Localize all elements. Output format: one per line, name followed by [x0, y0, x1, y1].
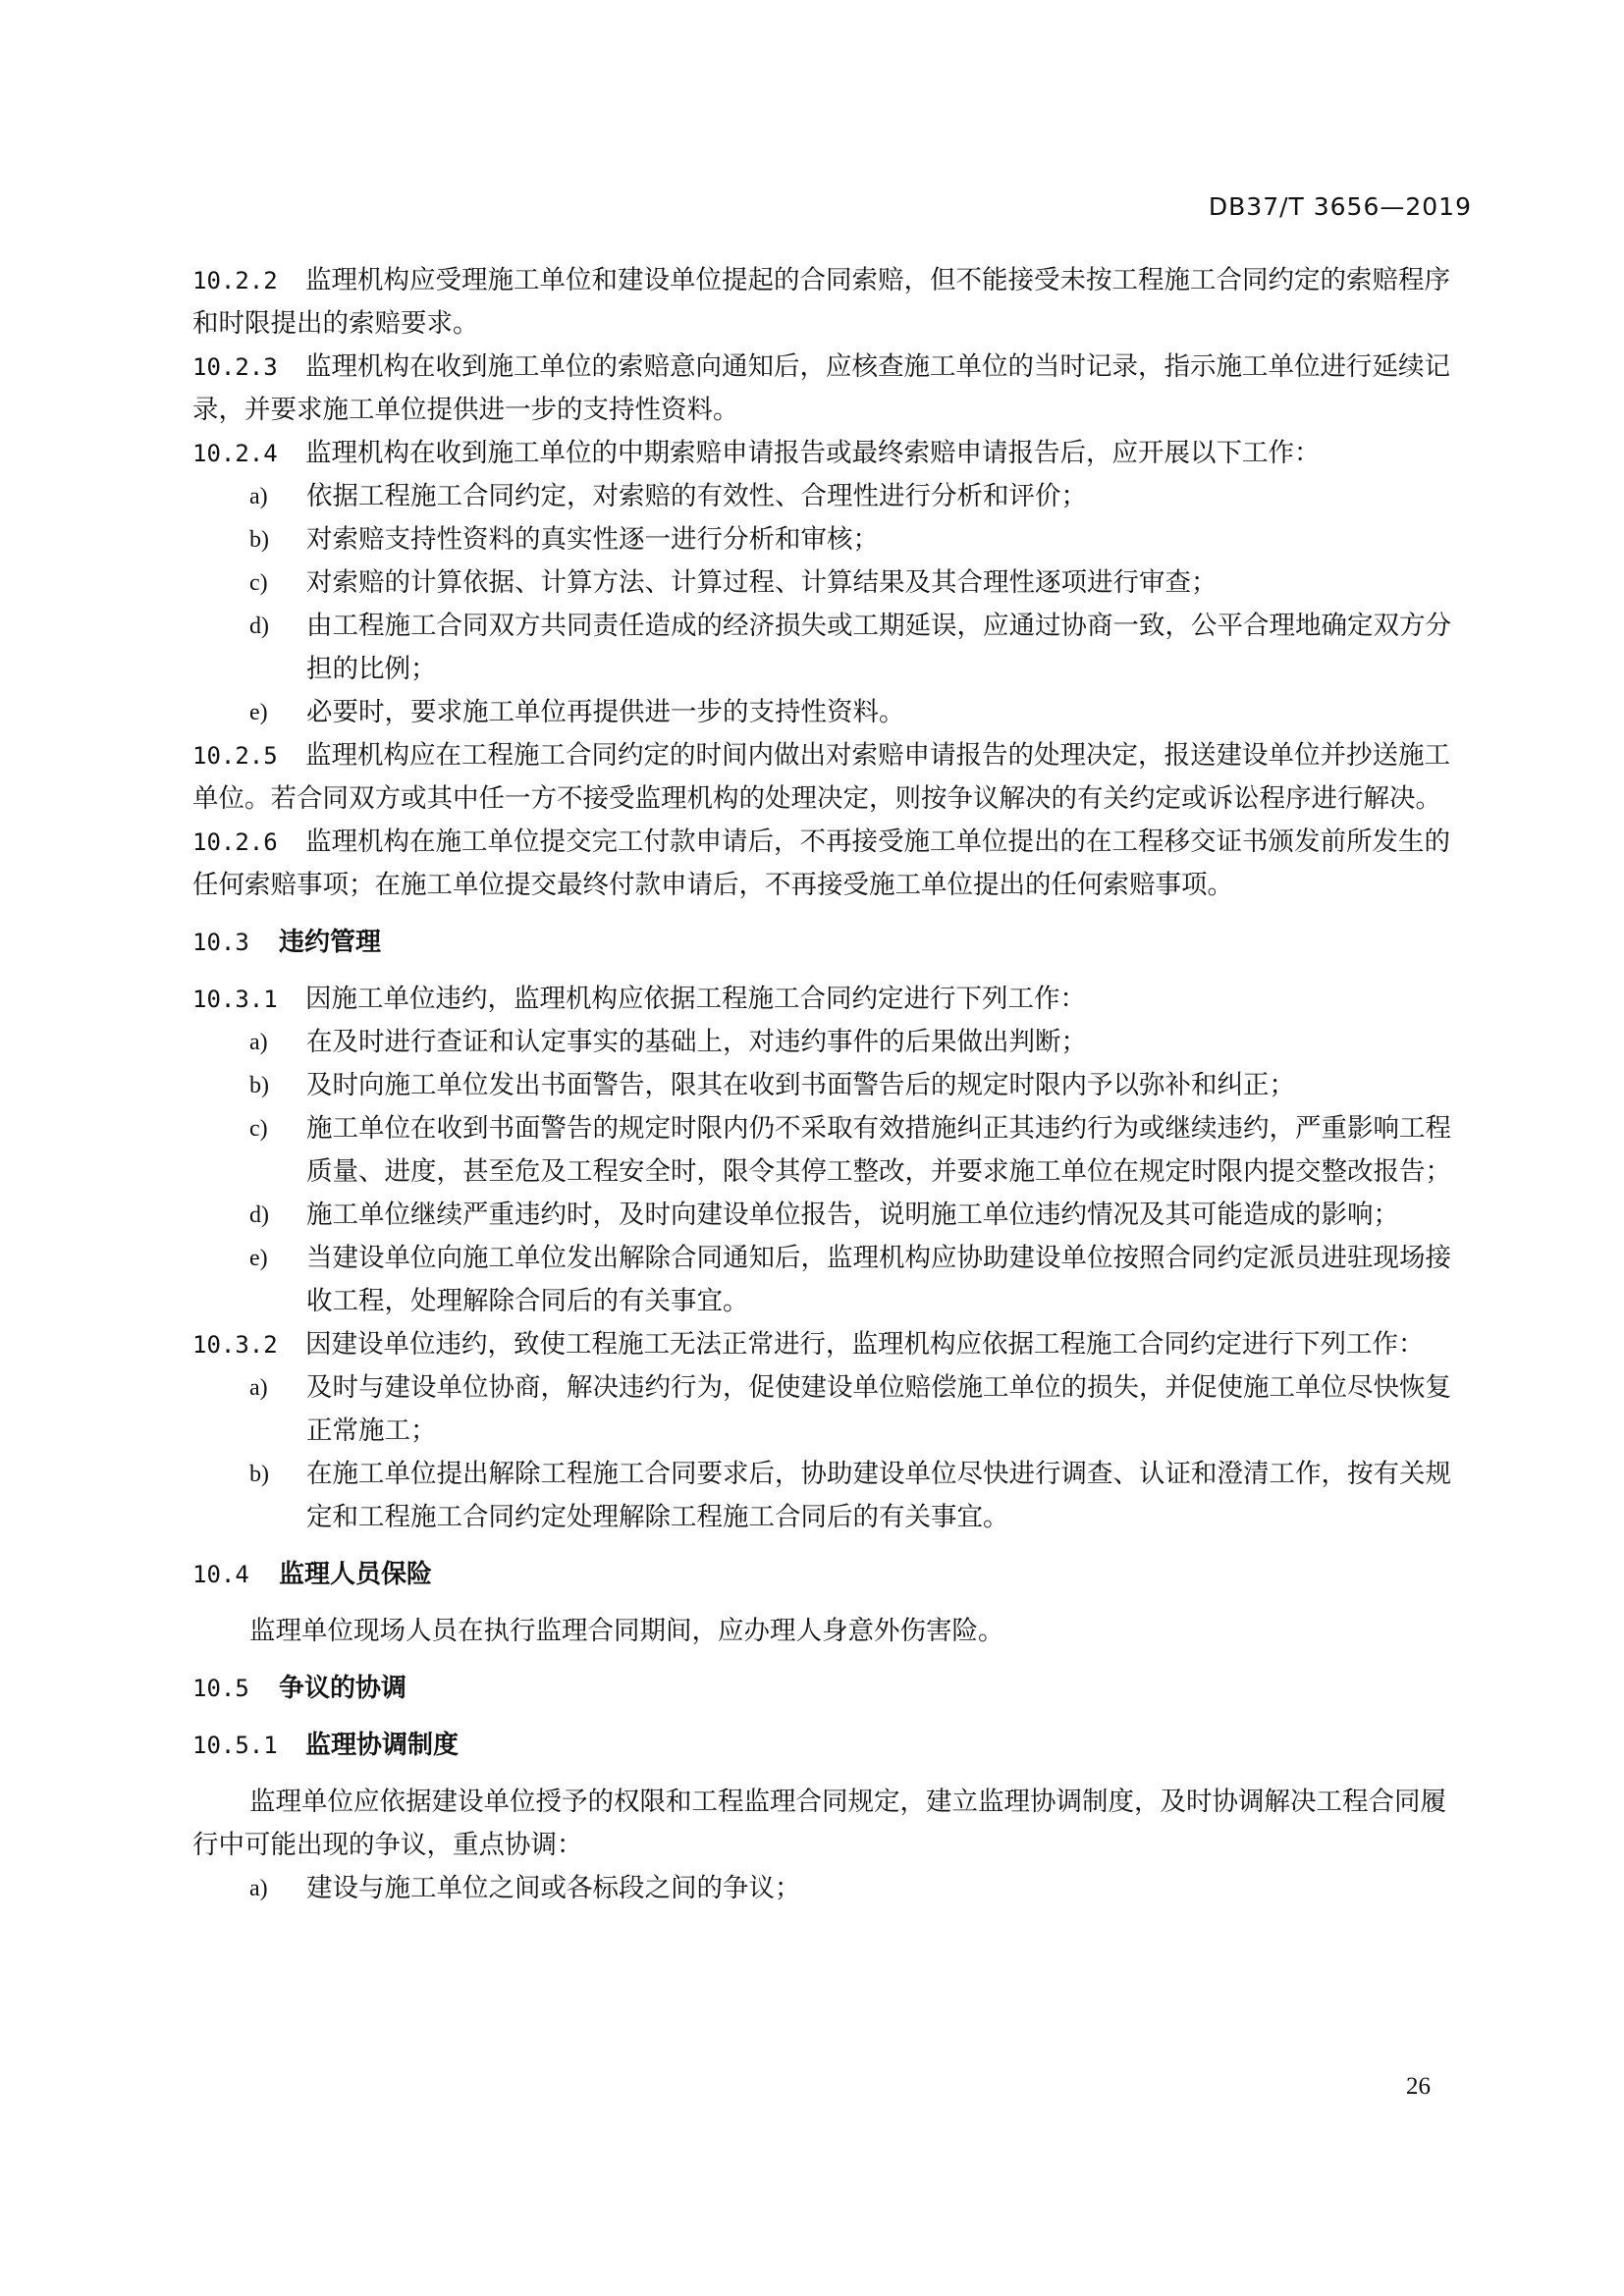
list-label: b) [249, 527, 269, 553]
section-title: 监理人员保险 [279, 1560, 433, 1589]
list-item [249, 691, 1469, 734]
section-heading-10-5 [192, 1667, 1469, 1710]
section-heading-10-4 [192, 1553, 1469, 1596]
clause-text: 因建设单位违约，致使工程施工无法正常进行，监理机构应依据工程施工合同约定进行下列工作： [305, 1329, 1425, 1360]
list-label: a) [249, 1030, 268, 1055]
list-text: 在及时进行查证和认定事实的基础上，对违约事件的后果做出判断； [306, 1027, 1087, 1057]
page-number: 26 [1406, 2073, 1431, 2100]
clause-text: 监理机构在收到施工单位的索赔意向通知后，应核查施工单位的当时记录，指示施工单位进行延续记录，并要求施工单位提供进一步的支持性资料。 [192, 351, 1450, 425]
list-item [249, 1194, 1469, 1237]
section-heading-10-3 [192, 921, 1469, 964]
clause-10-2-3 [192, 346, 1469, 432]
clause-10-2-5 [192, 734, 1469, 821]
clause-number: 10.2.5 [192, 742, 278, 770]
clause-10-2-4 [192, 432, 1469, 475]
clause-10-2-2 [192, 259, 1469, 346]
list-label: b) [249, 1073, 269, 1098]
list-text: 及时向施工单位发出书面警告，限其在收到书面警告后的规定时限内予以弥补和纠正； [306, 1070, 1295, 1100]
paragraph-10-5-1: 监理单位应依据建设单位授予的权限和工程监理合同规定，建立监理协调制度，及时协调解决工程合同履行中可能出现的争议，重点协调： [192, 1787, 1446, 1860]
document-body [192, 259, 1469, 1910]
clause-text: 监理机构应在工程施工合同约定的时间内做出对索赔申请报告的处理决定，报送建设单位并抄送施工单位。若合同双方或其中任一方不接受监理机构的处理决定，则按争议解决的有关约定或诉讼程序进行解决。 [192, 740, 1450, 814]
section-title: 争议的协调 [279, 1674, 407, 1703]
list-label: d) [249, 1202, 269, 1228]
clause-text: 因施工单位违约，监理机构应依据工程施工合同约定进行下列工作： [305, 984, 1086, 1014]
clause-number: 10.2.3 [192, 353, 278, 381]
section-number: 10.5.1 [192, 1732, 278, 1759]
list-text: 必要时，要求施工单位再提供进一步的支持性资料。 [306, 697, 905, 727]
list-text: 建设与施工单位之间或各标段之间的争议； [306, 1873, 801, 1903]
list-text: 对索赔支持性资料的真实性逐一进行分析和审核； [306, 524, 879, 555]
section-number: 10.5 [192, 1675, 249, 1702]
list-item [249, 605, 1469, 691]
paragraph-10-4: 监理单位现场人员在执行监理合同期间，应办理人身意外伤害险。 [249, 1616, 1004, 1646]
list-text: 由工程施工合同双方共同责任造成的经济损失或工期延误，应通过协商一致，公平合理地确定双方分担的比例； [306, 611, 1451, 684]
list-text: 当建设单位向施工单位发出解除合同通知后，监理机构应协助建设单位按照合同约定派员进驻现场接收工程，处理解除合同后的有关事宜。 [306, 1243, 1451, 1316]
list-label: d) [249, 614, 269, 639]
clause-text: 监理机构在收到施工单位的中期索赔申请报告或最终索赔申请报告后，应开展以下工作： [305, 438, 1321, 468]
section-heading-10-5-1 [192, 1724, 1469, 1767]
clause-10-2-6 [192, 821, 1469, 907]
list-item [249, 561, 1469, 605]
section-number: 10.3 [192, 929, 249, 956]
clause-number: 10.3.1 [192, 986, 278, 1013]
list-label: e) [249, 700, 268, 725]
clause-text: 监理机构在施工单位提交完工付款申请后，不再接受施工单位提出的在工程移交证书颁发前所发生的任何索赔事项；在施工单位提交最终付款申请后，不再接受施工单位提出的任何索赔事项。 [192, 827, 1450, 900]
list-label: a) [249, 484, 268, 509]
clause-number: 10.3.2 [192, 1331, 278, 1359]
list-item [249, 1064, 1469, 1107]
list-item [249, 1237, 1469, 1323]
section-title: 违约管理 [279, 928, 382, 957]
clause-10-3-1 [192, 978, 1469, 1021]
list-item [249, 475, 1469, 518]
clause-10-3-2 [192, 1323, 1469, 1366]
list-label: c) [249, 1116, 268, 1142]
document-id: DB37/T 3656—2019 [1208, 192, 1472, 221]
list-label: b) [249, 1462, 269, 1487]
list-item [249, 1453, 1469, 1539]
list-text: 施工单位继续严重违约时，及时向建设单位报告，说明施工单位违约情况及其可能造成的影响； [306, 1200, 1399, 1230]
section-title: 监理协调制度 [305, 1731, 460, 1760]
list-item [249, 1021, 1469, 1064]
list-item [249, 1867, 1469, 1910]
list-item [249, 518, 1469, 561]
list-text: 及时与建设单位协商，解决违约行为，促使建设单位赔偿施工单位的损失，并促使施工单位尽快恢复正常施工； [306, 1372, 1451, 1446]
list-item [249, 1366, 1469, 1453]
clause-number: 10.2.4 [192, 440, 278, 467]
list-text: 在施工单位提出解除工程施工合同要求后，协助建设单位尽快进行调查、认证和澄清工作，按有关规定和工程施工合同约定处理解除工程施工合同后的有关事宜。 [306, 1459, 1451, 1532]
list-label: c) [249, 570, 268, 596]
list-label: a) [249, 1375, 268, 1401]
clause-number: 10.2.6 [192, 828, 278, 856]
list-label: e) [249, 1246, 268, 1271]
list-item [249, 1107, 1469, 1194]
list-label: a) [249, 1876, 268, 1901]
clause-number: 10.2.2 [192, 267, 278, 294]
list-text: 对索赔的计算依据、计算方法、计算过程、计算结果及其合理性逐项进行审查； [306, 567, 1218, 598]
list-text: 施工单位在收到书面警告的规定时限内仍不采取有效措施纠正其违约行为或继续违约，严重影响工程质量、进度，甚至危及工程安全时，限令其停工整改，并要求施工单位在规定时限内提交整改报告； [306, 1113, 1451, 1187]
section-number: 10.4 [192, 1561, 249, 1588]
clause-text: 监理机构应受理施工单位和建设单位提起的合同索赔，但不能接受未按工程施工合同约定的索赔程序和时限提出的索赔要求。 [192, 265, 1450, 339]
list-text: 依据工程施工合同约定，对索赔的有效性、合理性进行分析和评价； [306, 481, 1087, 511]
